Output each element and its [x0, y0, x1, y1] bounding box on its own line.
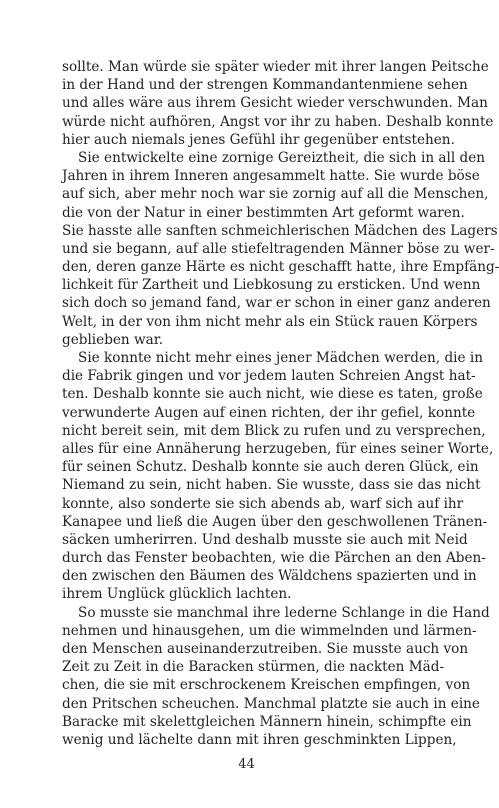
- text-line: lichkeit für Zartheit und Liebkosung zu ersticken. Und wenn: [62, 277, 481, 294]
- text-line: für seinen Schutz. Deshalb konnte sie auch deren Glück, ein: [62, 459, 479, 476]
- text-line: würde nicht aufhören, Angst vor ihr zu haben. Deshalb konnte: [62, 113, 494, 130]
- text-line: Welt, in der von ihm nicht mehr als ein Stück rauen Körpers: [62, 313, 478, 330]
- text-line: So musste sie manchmal ihre lederne Schlange in die Hand: [78, 604, 490, 621]
- text-line: und alles wäre aus ihrem Gesicht wieder verschwunden. Man: [62, 95, 488, 112]
- text-line: Sie entwickelte eine zornige Gereiztheit, die sich in all den: [78, 149, 486, 166]
- text-line: Kanapee und ließ die Augen über den geschwollenen Tränen-: [62, 513, 488, 530]
- text-line: den Menschen auseinanderzutreiben. Sie musste auch von: [62, 641, 469, 657]
- text-line: geblieben war.: [62, 331, 164, 348]
- text-line: den zwischen den Bäumen des Wäldchens spazierten und in: [62, 568, 477, 585]
- text-line: Zeit zu Zeit in die Baracken stürmen, die nackten Mäd-: [62, 659, 445, 676]
- text-line: verwunderte Augen auf einen richten, der ihr gefiel, konnte: [62, 404, 476, 421]
- text-line: ten. Deshalb konnte sie auch nicht, wie diese es taten, große: [62, 386, 483, 403]
- text-line: Niemand zu sein, nicht haben. Sie wusste, dass sie das nicht: [62, 477, 481, 494]
- text-line: durch das Fenster beobachten, wie die Pärchen an den Aben-: [62, 550, 486, 567]
- text-line: in der Hand und der strengen Kommandantenmiene sehen: [62, 77, 468, 94]
- text-line: nehmen und hinausgehen, um die wimmelnden und lärmen-: [62, 622, 477, 639]
- text-line: konnte, also sonderte sie sich abends ab, warf sich auf ihr: [62, 495, 464, 512]
- text-line: auf sich, aber mehr noch war sie zornig auf all die Menschen,: [62, 186, 489, 203]
- text-line: den, deren ganze Härte es nicht geschafft hatte, ihre Empfäng-: [62, 259, 499, 276]
- text-line: die Fabrik gingen und vor jedem lauten Schreien Angst hat-: [62, 368, 476, 385]
- text-line: sich doch so jemand fand, war er schon in einer ganz anderen: [62, 295, 491, 312]
- text-line: Sie konnte nicht mehr eines jener Mädchen werden, die in: [78, 350, 483, 366]
- text-line: Jahren in ihrem Inneren angesammelt hatte. Sie wurde böse: [62, 168, 480, 185]
- text-line: die von der Natur in einer bestimmten Art geformt waren.: [62, 204, 465, 221]
- text-line: alles für eine Annäherung herzugeben, für eines seiner Worte,: [62, 440, 494, 457]
- text-line: Baracke mit skelettgleichen Männern hinein, schimpfte ein: [62, 713, 472, 730]
- text-line: hier auch niemals jenes Gefühl ihr gegenüber entstehen.: [62, 131, 455, 148]
- text-line: chen, die sie mit erschrockenem Kreischen empfingen, von: [62, 677, 471, 694]
- text-line: nicht bereit sein, mit dem Blick zu rufen und zu versprechen,: [62, 422, 486, 439]
- page-number: 44: [238, 757, 255, 772]
- text-line: Sie hasste alle sanften schmeichlerischen Mädchen des Lagers: [62, 222, 498, 239]
- text-line: wenig und lächelte dann mit ihren geschminkten Lippen,: [62, 731, 457, 748]
- text-line: ihrem Unglück glücklich lachten.: [62, 586, 292, 603]
- text-line: den Pritschen scheuchen. Manchmal platzte sie auch in eine: [62, 695, 480, 712]
- body-text: [62, 58, 499, 749]
- text-line: und sie begann, auf alle stiefeltragenden Männer böse zu wer-: [62, 240, 495, 257]
- text-line: säcken umherirren. Und deshalb musste sie auch mit Neid: [62, 531, 468, 548]
- text-line: sollte. Man würde sie später wieder mit ihrer langen Peitsche: [62, 59, 489, 75]
